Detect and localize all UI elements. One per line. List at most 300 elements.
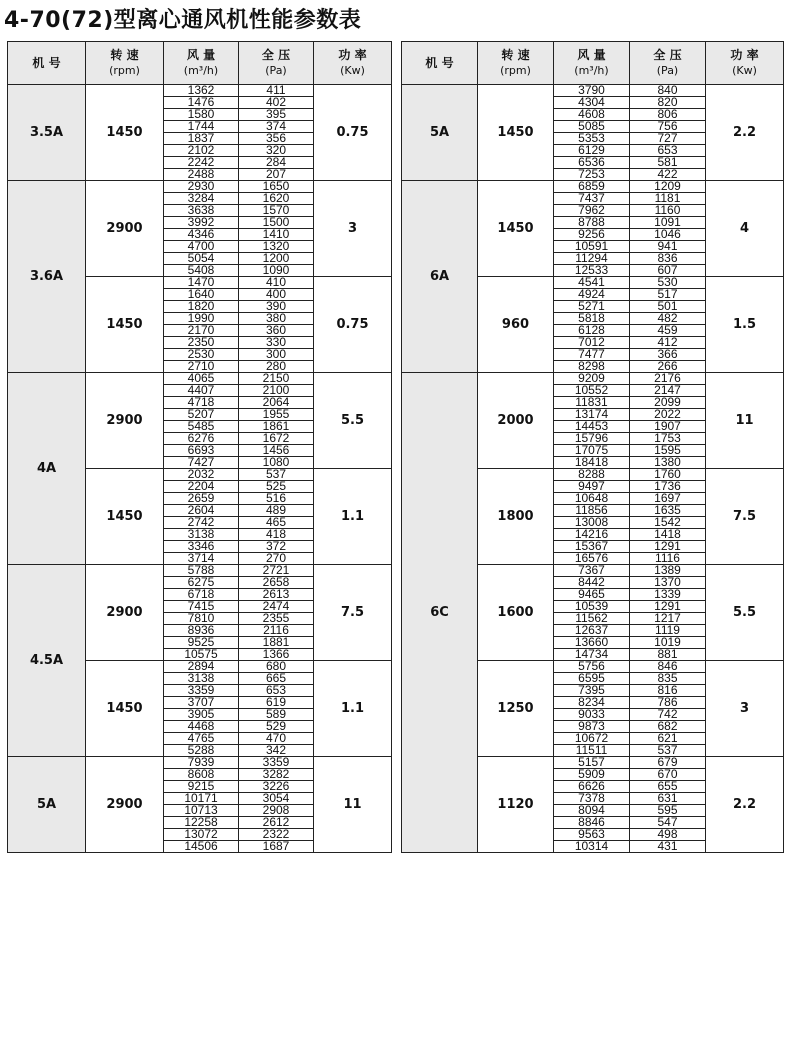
pressure-cell: 372 [239, 541, 314, 553]
header-power-unit: (Kw) [732, 64, 757, 77]
power-cell: 2.2 [706, 85, 784, 181]
pressure-cell: 621 [630, 733, 706, 745]
pressure-cell: 2147 [630, 385, 706, 397]
pressure-cell: 1410 [239, 229, 314, 241]
flow-cell: 7395 [554, 685, 630, 697]
flow-cell: 9215 [164, 781, 239, 793]
header-pressure [630, 42, 706, 85]
pressure-cell: 400 [239, 289, 314, 301]
pressure-cell: 366 [630, 349, 706, 361]
model-cell: 6C [402, 373, 478, 853]
flow-cell: 9873 [554, 721, 630, 733]
flow-cell: 9497 [554, 481, 630, 493]
header-speed-label: 转 速 [110, 48, 139, 62]
flow-cell: 10575 [164, 649, 239, 661]
pressure-cell: 727 [630, 133, 706, 145]
flow-cell: 8846 [554, 817, 630, 829]
pressure-cell: 619 [239, 697, 314, 709]
pressure-cell: 525 [239, 481, 314, 493]
flow-cell: 7367 [554, 565, 630, 577]
flow-cell: 8234 [554, 697, 630, 709]
header-flow-unit: (m³/h) [574, 64, 609, 77]
flow-cell: 4065 [164, 373, 239, 385]
flow-cell: 1820 [164, 301, 239, 313]
flow-cell: 16576 [554, 553, 630, 565]
table-row [8, 373, 392, 385]
pressure-cell: 2355 [239, 613, 314, 625]
pressure-cell: 1209 [630, 181, 706, 193]
power-cell: 5.5 [706, 565, 784, 661]
flow-cell: 1640 [164, 289, 239, 301]
pressure-cell: 670 [630, 769, 706, 781]
power-cell: 7.5 [706, 469, 784, 565]
pressure-cell: 2176 [630, 373, 706, 385]
flow-cell: 7939 [164, 757, 239, 769]
header-flow-label: 风 量 [577, 48, 606, 62]
pressure-cell: 836 [630, 253, 706, 265]
speed-cell: 1450 [478, 181, 554, 277]
pressure-cell: 2099 [630, 397, 706, 409]
pressure-cell: 1650 [239, 181, 314, 193]
pressure-cell: 1160 [630, 205, 706, 217]
pressure-cell: 820 [630, 97, 706, 109]
pressure-cell: 431 [630, 841, 706, 853]
pressure-cell: 2658 [239, 577, 314, 589]
flow-cell: 11294 [554, 253, 630, 265]
header-speed [86, 42, 164, 85]
header-flow [554, 42, 630, 85]
flow-cell: 4608 [554, 109, 630, 121]
flow-cell: 1580 [164, 109, 239, 121]
header-power-label: 功 率 [730, 48, 759, 62]
header-pressure-label: 全 压 [261, 48, 291, 62]
flow-cell: 12637 [554, 625, 630, 637]
pressure-cell: 470 [239, 733, 314, 745]
pressure-cell: 360 [239, 325, 314, 337]
pressure-cell: 537 [630, 745, 706, 757]
pressure-cell: 284 [239, 157, 314, 169]
flow-cell: 6128 [554, 325, 630, 337]
flow-cell: 4924 [554, 289, 630, 301]
flow-cell: 12533 [554, 265, 630, 277]
pressure-cell: 816 [630, 685, 706, 697]
header-power-unit: (Kw) [340, 64, 365, 77]
power-cell: 1.1 [314, 469, 392, 565]
pressure-cell: 2322 [239, 829, 314, 841]
flow-cell: 11856 [554, 505, 630, 517]
pressure-cell: 835 [630, 673, 706, 685]
pressure-cell: 1370 [630, 577, 706, 589]
speed-cell: 2000 [478, 373, 554, 469]
flow-cell: 2930 [164, 181, 239, 193]
pressure-cell: 631 [630, 793, 706, 805]
pressure-cell: 595 [630, 805, 706, 817]
flow-cell: 9563 [554, 829, 630, 841]
model-cell: 3.5A [8, 85, 86, 181]
header-speed-unit: (rpm) [109, 64, 140, 77]
flow-cell: 7437 [554, 193, 630, 205]
pressure-cell: 516 [239, 493, 314, 505]
flow-cell: 7253 [554, 169, 630, 181]
pressure-cell: 1753 [630, 433, 706, 445]
flow-cell: 2710 [164, 361, 239, 373]
pressure-cell: 501 [630, 301, 706, 313]
pressure-cell: 1955 [239, 409, 314, 421]
flow-cell: 2032 [164, 469, 239, 481]
pressure-cell: 1687 [239, 841, 314, 853]
pressure-cell: 529 [239, 721, 314, 733]
flow-cell: 1476 [164, 97, 239, 109]
flow-cell: 5157 [554, 757, 630, 769]
flow-cell: 5288 [164, 745, 239, 757]
pressure-cell: 1080 [239, 457, 314, 469]
pressure-cell: 1570 [239, 205, 314, 217]
pressure-cell: 1542 [630, 517, 706, 529]
pressure-cell: 1456 [239, 445, 314, 457]
flow-cell: 14506 [164, 841, 239, 853]
power-cell: 1.5 [706, 277, 784, 373]
table-row [402, 85, 784, 97]
pressure-cell: 1595 [630, 445, 706, 457]
pressure-cell: 300 [239, 349, 314, 361]
flow-cell: 7477 [554, 349, 630, 361]
flow-cell: 2204 [164, 481, 239, 493]
table-row [402, 181, 784, 193]
flow-cell: 18418 [554, 457, 630, 469]
flow-cell: 4541 [554, 277, 630, 289]
speed-cell: 2900 [86, 181, 164, 277]
model-cell: 5A [8, 757, 86, 853]
pressure-cell: 374 [239, 121, 314, 133]
pressure-cell: 1672 [239, 433, 314, 445]
parameter-table-right [401, 41, 784, 853]
pressure-cell: 1339 [630, 589, 706, 601]
flow-cell: 3359 [164, 685, 239, 697]
pressure-cell: 786 [630, 697, 706, 709]
model-cell: 4.5A [8, 565, 86, 757]
pressure-cell: 482 [630, 313, 706, 325]
power-cell: 1.1 [314, 661, 392, 757]
flow-cell: 9209 [554, 373, 630, 385]
flow-cell: 1744 [164, 121, 239, 133]
pressure-cell: 1861 [239, 421, 314, 433]
speed-cell: 1250 [478, 661, 554, 757]
header-power [314, 42, 392, 85]
pressure-cell: 653 [630, 145, 706, 157]
flow-cell: 6276 [164, 433, 239, 445]
speed-cell: 1600 [478, 565, 554, 661]
flow-cell: 14216 [554, 529, 630, 541]
flow-cell: 8094 [554, 805, 630, 817]
speed-cell: 2900 [86, 757, 164, 853]
flow-cell: 3905 [164, 709, 239, 721]
flow-cell: 10314 [554, 841, 630, 853]
pressure-cell: 1500 [239, 217, 314, 229]
flow-cell: 6275 [164, 577, 239, 589]
pressure-cell: 1736 [630, 481, 706, 493]
table-row [8, 85, 392, 97]
pressure-cell: 320 [239, 145, 314, 157]
flow-cell: 7012 [554, 337, 630, 349]
flow-cell: 4700 [164, 241, 239, 253]
flow-cell: 2350 [164, 337, 239, 349]
flow-cell: 3346 [164, 541, 239, 553]
pressure-cell: 2613 [239, 589, 314, 601]
speed-cell: 1450 [86, 85, 164, 181]
pressure-cell: 846 [630, 661, 706, 673]
header-flow [164, 42, 239, 85]
speed-cell: 1800 [478, 469, 554, 565]
flow-cell: 9256 [554, 229, 630, 241]
pressure-cell: 1019 [630, 637, 706, 649]
pressure-cell: 411 [239, 85, 314, 97]
pressure-cell: 465 [239, 517, 314, 529]
flow-cell: 3138 [164, 529, 239, 541]
power-cell: 5.5 [314, 373, 392, 469]
pressure-cell: 266 [630, 361, 706, 373]
pressure-cell: 3282 [239, 769, 314, 781]
pressure-cell: 412 [630, 337, 706, 349]
header-pressure [239, 42, 314, 85]
pressure-cell: 607 [630, 265, 706, 277]
flow-cell: 9033 [554, 709, 630, 721]
pressure-cell: 589 [239, 709, 314, 721]
flow-cell: 3714 [164, 553, 239, 565]
flow-cell: 5271 [554, 301, 630, 313]
header-model [402, 42, 478, 85]
pressure-cell: 280 [239, 361, 314, 373]
flow-cell: 1837 [164, 133, 239, 145]
pressure-cell: 941 [630, 241, 706, 253]
pressure-cell: 2100 [239, 385, 314, 397]
pressure-cell: 1418 [630, 529, 706, 541]
flow-cell: 15796 [554, 433, 630, 445]
table-row [8, 181, 392, 193]
pressure-cell: 679 [630, 757, 706, 769]
flow-cell: 2102 [164, 145, 239, 157]
flow-cell: 10591 [554, 241, 630, 253]
header-pressure-unit: (Pa) [656, 64, 679, 77]
flow-cell: 6859 [554, 181, 630, 193]
pressure-cell: 3226 [239, 781, 314, 793]
flow-cell: 7378 [554, 793, 630, 805]
flow-cell: 6626 [554, 781, 630, 793]
pressure-cell: 1366 [239, 649, 314, 661]
pressure-cell: 402 [239, 97, 314, 109]
pressure-cell: 1046 [630, 229, 706, 241]
header-power [706, 42, 784, 85]
flow-cell: 2742 [164, 517, 239, 529]
pressure-cell: 489 [239, 505, 314, 517]
flow-cell: 8936 [164, 625, 239, 637]
speed-cell: 960 [478, 277, 554, 373]
flow-cell: 9525 [164, 637, 239, 649]
pressure-cell: 1116 [630, 553, 706, 565]
flow-cell: 8442 [554, 577, 630, 589]
pressure-cell: 2022 [630, 409, 706, 421]
pressure-cell: 1697 [630, 493, 706, 505]
flow-cell: 4346 [164, 229, 239, 241]
pressure-cell: 1320 [239, 241, 314, 253]
pressure-cell: 1181 [630, 193, 706, 205]
flow-cell: 13174 [554, 409, 630, 421]
power-cell: 2.2 [706, 757, 784, 853]
table-row [8, 757, 392, 769]
header-pressure-label: 全 压 [653, 48, 682, 62]
pressure-cell: 1907 [630, 421, 706, 433]
page-title: 4-70(72)型离心通风机性能参数表 [4, 8, 362, 33]
pressure-cell: 498 [630, 829, 706, 841]
pressure-cell: 547 [630, 817, 706, 829]
pressure-cell: 806 [630, 109, 706, 121]
speed-cell: 1450 [86, 277, 164, 373]
header-speed-label: 转 速 [501, 48, 530, 62]
flow-cell: 4407 [164, 385, 239, 397]
flow-cell: 5909 [554, 769, 630, 781]
flow-cell: 7810 [164, 613, 239, 625]
flow-cell: 2530 [164, 349, 239, 361]
pressure-cell: 2064 [239, 397, 314, 409]
speed-cell: 1450 [86, 469, 164, 565]
pressure-cell: 682 [630, 721, 706, 733]
flow-cell: 3992 [164, 217, 239, 229]
pressure-cell: 1090 [239, 265, 314, 277]
flow-cell: 3790 [554, 85, 630, 97]
pressure-cell: 1389 [630, 565, 706, 577]
speed-cell: 1450 [478, 85, 554, 181]
power-cell: 3 [314, 181, 392, 277]
pressure-cell: 2116 [239, 625, 314, 637]
pressure-cell: 1291 [630, 601, 706, 613]
flow-cell: 7962 [554, 205, 630, 217]
pressure-cell: 459 [630, 325, 706, 337]
pressure-cell: 840 [630, 85, 706, 97]
flow-cell: 4304 [554, 97, 630, 109]
flow-cell: 5485 [164, 421, 239, 433]
pressure-cell: 410 [239, 277, 314, 289]
header-power-label: 功 率 [338, 48, 367, 62]
header-flow-label: 风 量 [186, 48, 216, 62]
pressure-cell: 653 [239, 685, 314, 697]
header-model-label: 机 号 [425, 56, 454, 70]
flow-cell: 1470 [164, 277, 239, 289]
flow-cell: 8608 [164, 769, 239, 781]
flow-cell: 3284 [164, 193, 239, 205]
pressure-cell: 2474 [239, 601, 314, 613]
flow-cell: 4765 [164, 733, 239, 745]
model-cell: 4A [8, 373, 86, 565]
flow-cell: 5818 [554, 313, 630, 325]
flow-cell: 7415 [164, 601, 239, 613]
pressure-cell: 537 [239, 469, 314, 481]
pressure-cell: 2612 [239, 817, 314, 829]
pressure-cell: 1119 [630, 625, 706, 637]
pressure-cell: 3054 [239, 793, 314, 805]
pressure-cell: 1091 [630, 217, 706, 229]
flow-cell: 13072 [164, 829, 239, 841]
flow-cell: 4468 [164, 721, 239, 733]
pressure-cell: 422 [630, 169, 706, 181]
flow-cell: 11562 [554, 613, 630, 625]
pressure-cell: 742 [630, 709, 706, 721]
flow-cell: 3707 [164, 697, 239, 709]
flow-cell: 10552 [554, 385, 630, 397]
pressure-cell: 2721 [239, 565, 314, 577]
model-cell: 3.6A [8, 181, 86, 373]
flow-cell: 3138 [164, 673, 239, 685]
flow-cell: 1362 [164, 85, 239, 97]
pressure-cell: 207 [239, 169, 314, 181]
pressure-cell: 380 [239, 313, 314, 325]
pressure-cell: 680 [239, 661, 314, 673]
flow-cell: 12258 [164, 817, 239, 829]
flow-cell: 5408 [164, 265, 239, 277]
pressure-cell: 1760 [630, 469, 706, 481]
pressure-cell: 1217 [630, 613, 706, 625]
table-row [8, 565, 392, 577]
flow-cell: 7427 [164, 457, 239, 469]
flow-cell: 15367 [554, 541, 630, 553]
flow-cell: 10713 [164, 805, 239, 817]
flow-cell: 2894 [164, 661, 239, 673]
header-speed-unit: (rpm) [500, 64, 531, 77]
power-cell: 4 [706, 181, 784, 277]
pressure-cell: 1291 [630, 541, 706, 553]
flow-cell: 5756 [554, 661, 630, 673]
flow-cell: 6718 [164, 589, 239, 601]
flow-cell: 2604 [164, 505, 239, 517]
table-row [402, 373, 784, 385]
pressure-cell: 1380 [630, 457, 706, 469]
parameter-table-left [7, 41, 392, 853]
pressure-cell: 342 [239, 745, 314, 757]
pressure-cell: 330 [239, 337, 314, 349]
header-speed [478, 42, 554, 85]
flow-cell: 2659 [164, 493, 239, 505]
pressure-cell: 390 [239, 301, 314, 313]
power-cell: 7.5 [314, 565, 392, 661]
power-cell: 0.75 [314, 277, 392, 373]
header-row [402, 42, 784, 85]
flow-cell: 13008 [554, 517, 630, 529]
model-cell: 5A [402, 85, 478, 181]
flow-cell: 5207 [164, 409, 239, 421]
speed-cell: 2900 [86, 373, 164, 469]
pressure-cell: 530 [630, 277, 706, 289]
flow-cell: 2242 [164, 157, 239, 169]
flow-cell: 6693 [164, 445, 239, 457]
flow-cell: 2488 [164, 169, 239, 181]
pressure-cell: 1881 [239, 637, 314, 649]
pressure-cell: 881 [630, 649, 706, 661]
pressure-cell: 356 [239, 133, 314, 145]
header-flow-unit: (m³/h) [183, 64, 219, 77]
pressure-cell: 395 [239, 109, 314, 121]
pressure-cell: 418 [239, 529, 314, 541]
pressure-cell: 655 [630, 781, 706, 793]
flow-cell: 13660 [554, 637, 630, 649]
model-cell: 6A [402, 181, 478, 373]
power-cell: 11 [314, 757, 392, 853]
power-cell: 0.75 [314, 85, 392, 181]
flow-cell: 10539 [554, 601, 630, 613]
speed-cell: 2900 [86, 565, 164, 661]
flow-cell: 10648 [554, 493, 630, 505]
flow-cell: 17075 [554, 445, 630, 457]
speed-cell: 1450 [86, 661, 164, 757]
power-cell: 3 [706, 661, 784, 757]
header-row [8, 42, 392, 85]
